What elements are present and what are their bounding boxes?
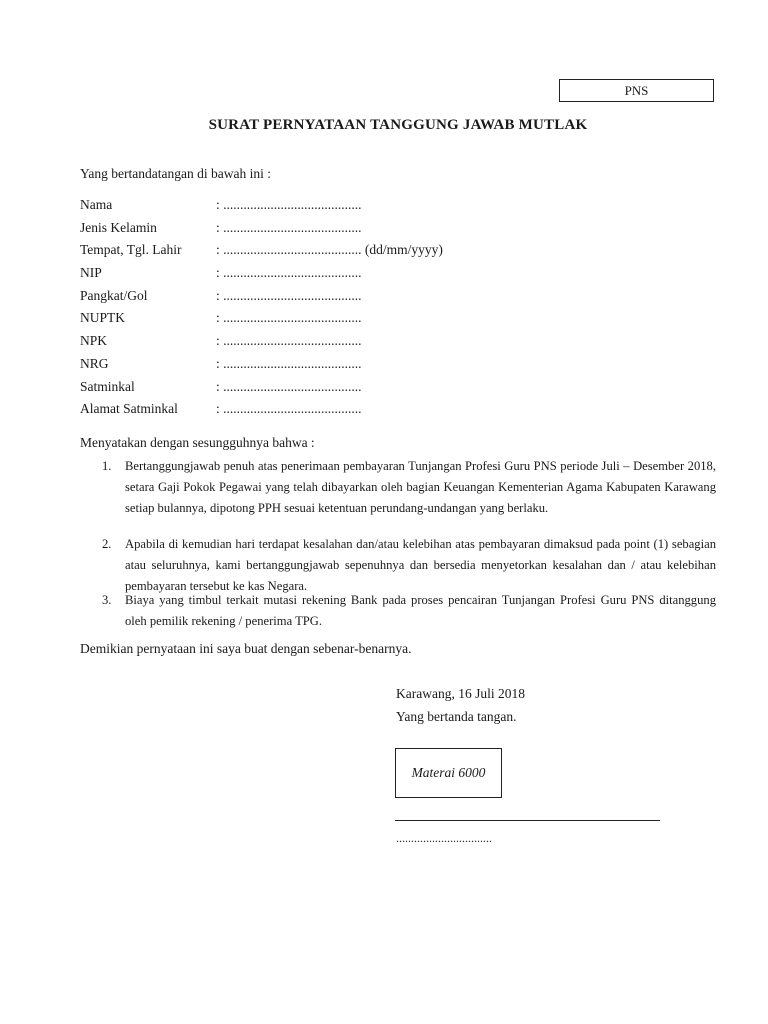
- field-value: : .........................................: [216, 310, 362, 326]
- field-label: Satminkal: [80, 378, 135, 394]
- field-label: Nama: [80, 197, 113, 212]
- list-item: [80, 534, 716, 593]
- field-row-jenis-kelamin: [80, 217, 580, 240]
- field-value: : .........................................: [216, 265, 362, 281]
- declaration-points: [80, 456, 716, 632]
- identity-fields: [80, 194, 580, 421]
- field-row-pangkat-gol: [80, 285, 580, 308]
- field-label: NUPTK: [80, 310, 126, 326]
- declaration-intro: Menyatakan dengan sesungguhnya bahwa :: [80, 435, 315, 450]
- list-number: 2.: [102, 537, 112, 551]
- field-row-tempat-tgl-lahir: [80, 239, 580, 262]
- list-number: 3.: [102, 593, 112, 607]
- duty-stamp-box: Materai 6000: [395, 748, 502, 798]
- field-value: : .........................................: [216, 355, 362, 371]
- page-title: SURAT PERNYATAAN TANGGUNG JAWAB MUTLAK: [208, 117, 588, 133]
- place-date: Karawang, 16 Juli 2018: [396, 686, 525, 701]
- list-text: Biaya yang timbul terkait mutasi rekening Bank pada proses pencairan Tunjangan Profesi Guru PNS ditanggung oleh pemilik rekening / penerima TPG.: [125, 593, 716, 628]
- field-label: Jenis Kelamin: [80, 219, 157, 235]
- status-badge: PNS: [559, 79, 714, 102]
- list-text: Apabila di kemudian hari terdapat kesalahan dan/atau kelebihan atas pembayaran dimaksud pada point (1) sebagian atau seluruhnya, kami bertanggungjawab sepenuhnya dan bersedia menyetorkan kesalahan dan / atau kelebihan pembayaran tersebut ke kas Negara.: [125, 537, 716, 593]
- list-text: Bertanggungjawab penuh atas penerimaan pembayaran Tunjangan Profesi Guru PNS periode Juli – Desember 2018, setara Gaji Pokok Pegawai yang telah dibayarkan oleh bagian Keuangan Kementerian Agama Kabupaten Karawang setiap bulannya, dipotong PPH sesuai ketentuan perundang-undangan yang berlaku.: [125, 459, 716, 515]
- field-label: Pangkat/Gol: [80, 287, 148, 303]
- field-value: : .........................................: [216, 333, 362, 349]
- field-value: : .........................................: [216, 287, 362, 303]
- field-label: NRG: [80, 355, 109, 371]
- field-row-nuptk: [80, 307, 580, 330]
- field-value: : .........................................: [216, 401, 362, 417]
- field-row-nama: [80, 194, 580, 217]
- list-number: 1.: [102, 459, 112, 473]
- field-label: Alamat Satminkal: [80, 401, 178, 417]
- intro-text: Yang bertandatangan di bawah ini :: [80, 166, 271, 181]
- signer-name-placeholder: ................................: [396, 831, 492, 845]
- field-value: : .........................................: [216, 219, 362, 235]
- field-row-satminkal: [80, 376, 580, 399]
- list-item: [80, 456, 716, 534]
- field-row-npk: [80, 330, 580, 353]
- field-label: Tempat, Tgl. Lahir: [80, 242, 182, 258]
- field-value: : ......................................... (dd/mm/yyyy): [216, 242, 443, 258]
- list-item: [80, 590, 716, 632]
- field-row-alamat-satminkal: [80, 398, 580, 421]
- field-label: NIP: [80, 265, 102, 281]
- field-value: : .........................................: [216, 378, 362, 394]
- field-value: : .........................................: [216, 197, 362, 212]
- field-row-nrg: [80, 353, 580, 376]
- field-label: NPK: [80, 333, 108, 349]
- signature-line: [395, 820, 660, 821]
- signer-label: Yang bertanda tangan.: [396, 709, 517, 724]
- field-row-nip: [80, 262, 580, 285]
- closing-statement: Demikian pernyataan ini saya buat dengan sebenar-benarnya.: [80, 641, 412, 656]
